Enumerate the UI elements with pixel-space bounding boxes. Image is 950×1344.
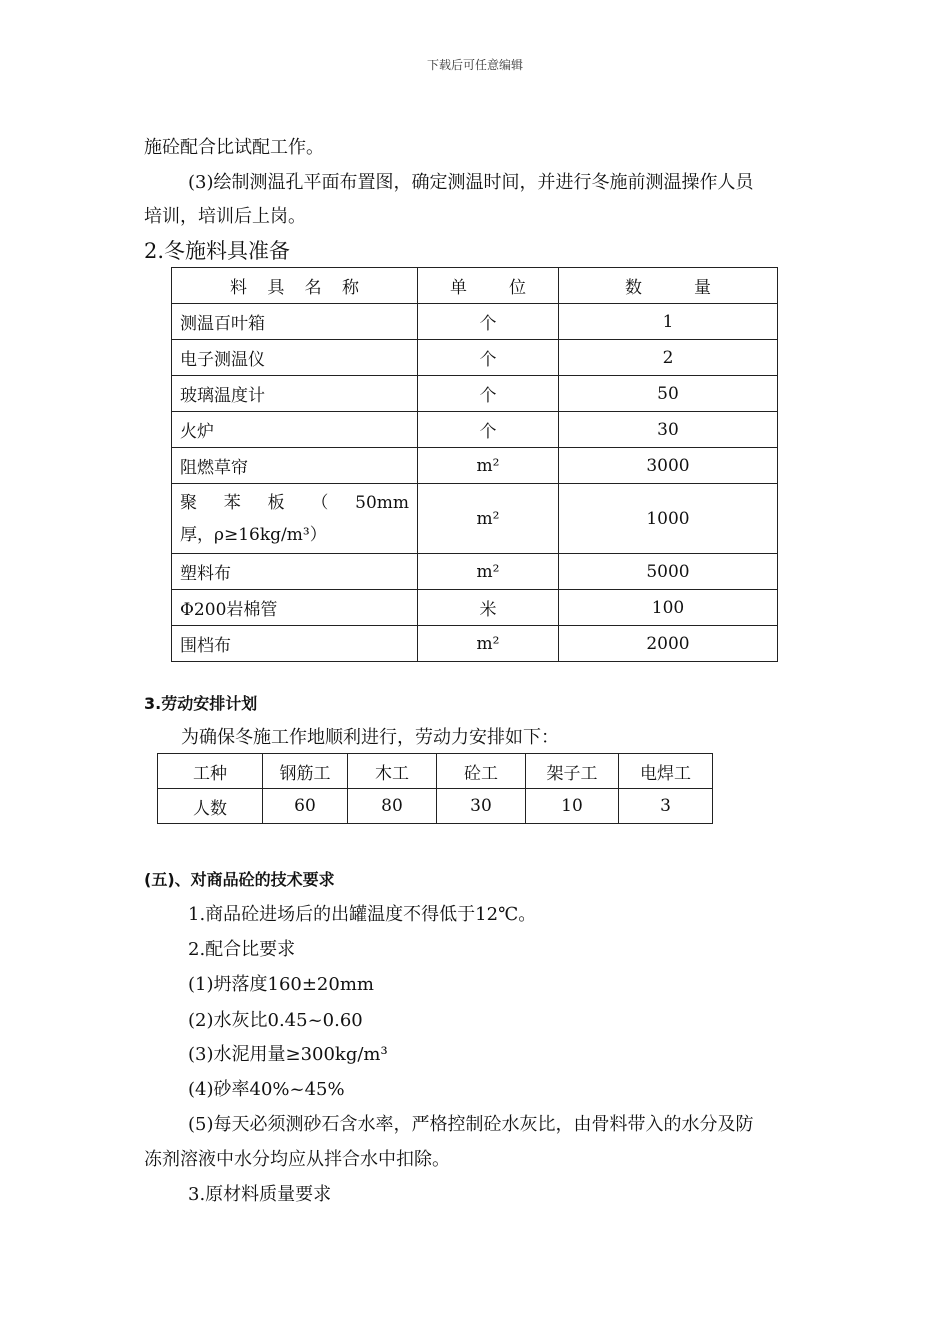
table-cell: 人数 — [158, 789, 263, 824]
table-row — [172, 484, 778, 554]
table-cell: 架子工 — [526, 754, 619, 789]
cell-text-part: （ — [311, 492, 329, 513]
table-cell: 工种 — [158, 754, 263, 789]
table-cell: 钢筋工 — [263, 754, 348, 789]
table-cell: 阻燃草帘 — [172, 448, 418, 484]
paragraph: (3)绘制测温孔平面布置图，确定测温时间，并进行冬施前测温操作人员 — [188, 172, 754, 193]
table-cell: 2 — [559, 340, 778, 376]
list-item: (2)水灰比0.45~0.60 — [188, 1010, 363, 1031]
list-item: (3)水泥用量≥300kg/m³ — [188, 1044, 388, 1065]
table-cell: 电子测温仪 — [172, 340, 418, 376]
paragraph: 为确保冬施工作地顺利进行，劳动力安排如下： — [181, 727, 559, 748]
table-cell: 塑料布 — [172, 554, 418, 590]
table-cell: 30 — [437, 789, 526, 824]
table-cell: 2000 — [559, 626, 778, 662]
cell-text-part: 厚，ρ≥16kg/m³） — [180, 524, 327, 545]
header-char: 单 — [450, 278, 467, 298]
list-item: (4)砂率40%~45% — [188, 1079, 345, 1100]
table-cell: 个 — [418, 340, 559, 376]
list-item: (5)每天必须测砂石含水率，严格控制砼水灰比，由骨料带入的水分及防 — [188, 1114, 754, 1135]
page-header: 下载后可任意编辑 — [426, 58, 523, 72]
list-item: 2.配合比要求 — [188, 939, 296, 960]
header-char: 量 — [694, 278, 711, 298]
table-cell: 1000 — [559, 484, 778, 554]
section-title: 2.冬施料具准备 — [144, 239, 291, 263]
table-row — [172, 376, 778, 412]
table-cell: Φ200岩棉管 — [172, 590, 418, 626]
list-item: 3.原材料质量要求 — [188, 1184, 332, 1205]
header-char: 名 — [304, 278, 322, 298]
table-cell: 3 — [619, 789, 713, 824]
cell-text-part: 板 — [267, 492, 285, 513]
table-cell: 50 — [559, 376, 778, 412]
list-item: 1.商品砼进场后的出罐温度不得低于12℃。 — [188, 904, 537, 925]
table-cell: m² — [418, 448, 559, 484]
table-cell: 玻璃温度计 — [172, 376, 418, 412]
table-cell: m² — [418, 484, 559, 554]
materials-table — [171, 267, 778, 662]
table-row — [172, 590, 778, 626]
cell-text-part: 聚 — [180, 492, 197, 513]
table-row — [158, 789, 713, 824]
table-header-row — [172, 268, 778, 304]
section-title: 3.劳动安排计划 — [144, 694, 258, 713]
table-cell: 30 — [559, 412, 778, 448]
table-cell: m² — [418, 626, 559, 662]
header-cell — [559, 268, 778, 304]
table-cell: 60 — [263, 789, 348, 824]
header-cell — [418, 268, 559, 304]
table-row — [172, 412, 778, 448]
table-cell: 火炉 — [172, 412, 418, 448]
list-item: (1)坍落度160±20mm — [188, 974, 374, 995]
table-cell: 个 — [418, 376, 559, 412]
section-title: (五)、对商品砼的技术要求 — [144, 870, 335, 889]
table-cell: 个 — [418, 304, 559, 340]
table-cell: 电焊工 — [619, 754, 713, 789]
table-row — [172, 340, 778, 376]
header-char: 料 — [230, 278, 247, 298]
table-cell: 木工 — [348, 754, 437, 789]
header-char: 具 — [267, 278, 285, 298]
table-cell: 10 — [526, 789, 619, 824]
paragraph: 培训，培训后上岗。 — [144, 206, 306, 227]
header-char: 位 — [509, 278, 526, 298]
table-cell: m² — [418, 554, 559, 590]
cell-text-part: 50mm — [355, 492, 409, 513]
table-cell: 围档布 — [172, 626, 418, 662]
labor-table — [157, 753, 713, 824]
table-row — [158, 754, 713, 789]
paragraph: 施砼配合比试配工作。 — [144, 137, 324, 158]
table-row — [172, 448, 778, 484]
table-cell — [172, 484, 418, 554]
table-cell: 个 — [418, 412, 559, 448]
table-cell: 米 — [418, 590, 559, 626]
table-cell: 5000 — [559, 554, 778, 590]
table-cell: 砼工 — [437, 754, 526, 789]
header-cell — [172, 268, 418, 304]
table-cell: 100 — [559, 590, 778, 626]
header-char: 称 — [341, 278, 359, 298]
table-row — [172, 304, 778, 340]
cell-text-part: 苯 — [223, 492, 241, 513]
table-cell: 80 — [348, 789, 437, 824]
table-row — [172, 626, 778, 662]
table-cell: 3000 — [559, 448, 778, 484]
table-cell: 1 — [559, 304, 778, 340]
header-char: 数 — [625, 278, 642, 298]
table-cell: 测温百叶箱 — [172, 304, 418, 340]
list-item: 冻剂溶液中水分均应从拌合水中扣除。 — [144, 1149, 450, 1170]
table-row — [172, 554, 778, 590]
